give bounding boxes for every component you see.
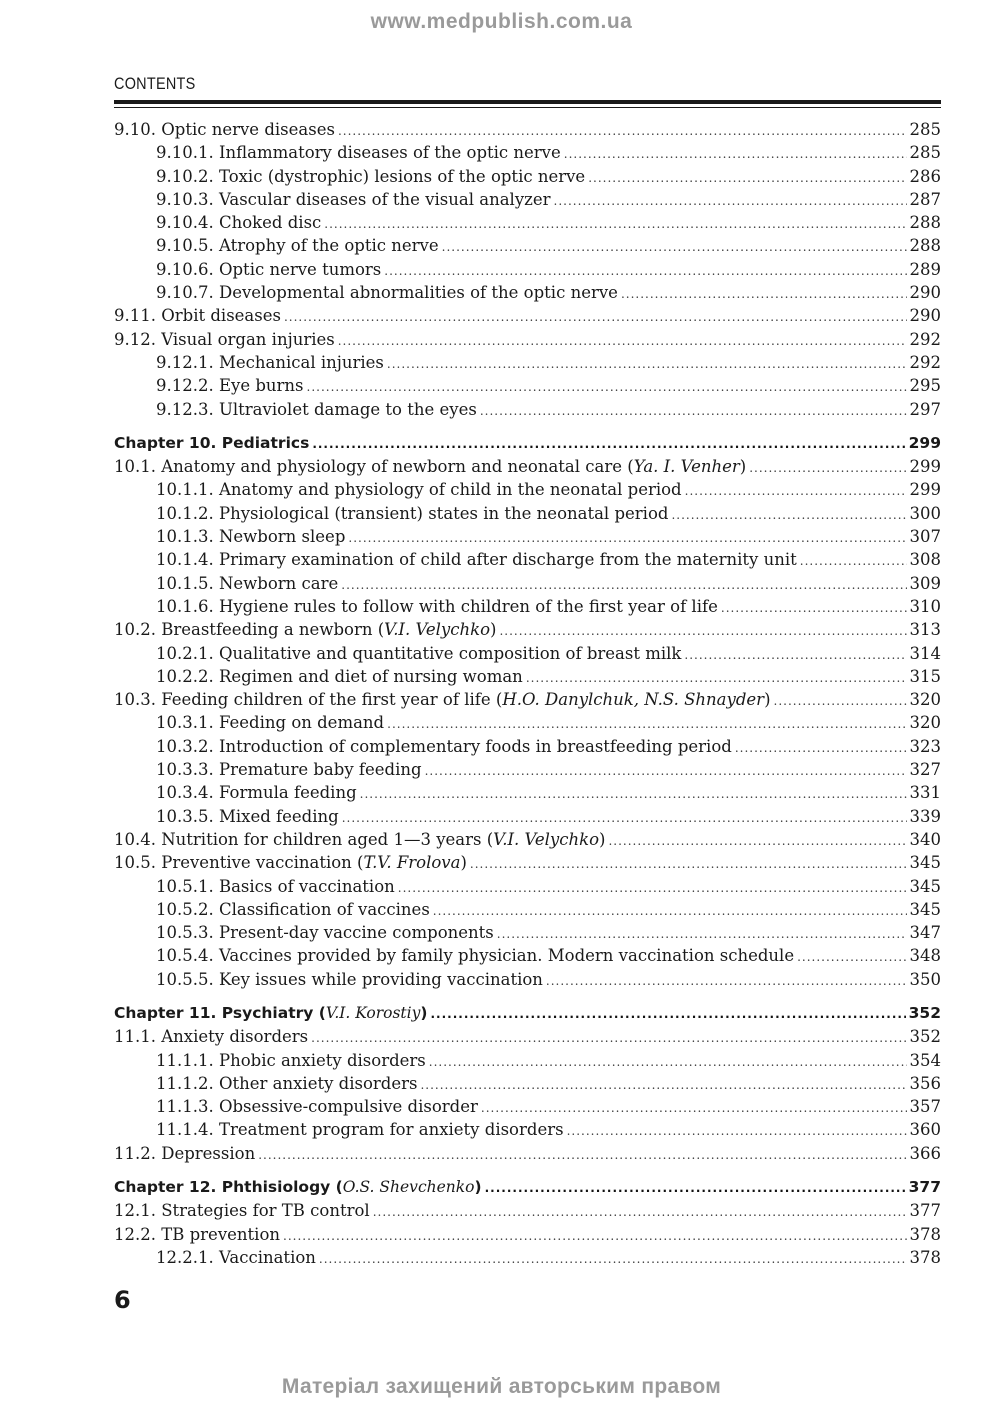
toc-page-number: 320 — [909, 713, 941, 733]
toc-entry-author: T.V. Frolova — [363, 853, 461, 873]
toc-entry-title — [156, 550, 797, 569]
toc-entry-title — [156, 1120, 564, 1139]
toc-entry — [114, 480, 941, 503]
toc-page-number: 377 — [909, 1201, 941, 1221]
toc-entry — [114, 1225, 941, 1248]
toc-chapter-entry — [114, 1004, 941, 1027]
toc-entry-text: 9.10.3. Vascular diseases of the visual analyzer — [156, 189, 551, 209]
toc-entry — [114, 713, 941, 736]
toc-entry — [114, 260, 941, 283]
toc-leader-dots — [284, 310, 907, 324]
toc-entry — [114, 644, 941, 667]
toc-entry-title — [114, 434, 309, 452]
toc-page-number: 295 — [909, 376, 941, 396]
toc-page-number: 348 — [909, 946, 941, 966]
toc-entry-text: 10.1.3. Newborn sleep — [156, 527, 346, 547]
toc-entry-text: 9.11. Orbit diseases — [114, 306, 281, 326]
toc-leader-dots — [360, 787, 907, 801]
toc-leader-dots — [319, 1252, 907, 1266]
toc-leader-dots — [684, 648, 906, 662]
toc-entry — [114, 597, 941, 620]
toc-entry-title — [156, 480, 682, 499]
toc-entry — [114, 1097, 941, 1120]
toc-entry — [114, 807, 941, 830]
toc-entry — [114, 457, 941, 480]
toc-page-number: 320 — [909, 690, 941, 710]
toc-entry-title — [156, 713, 384, 732]
toc-entry-title — [156, 597, 718, 616]
toc-entry-text: 10.5.4. Vaccines provided by family physician. Modern vaccination schedule — [156, 946, 795, 966]
toc-entry — [114, 1051, 941, 1074]
toc-page-number: 360 — [909, 1120, 941, 1140]
toc-entry — [114, 330, 941, 353]
toc-entry-title — [114, 1225, 280, 1244]
toc-entry-title — [156, 353, 384, 372]
toc-leader-dots — [774, 694, 907, 708]
toc-leader-dots — [384, 264, 906, 278]
toc-entry-text: 9.12.2. Eye burns — [156, 376, 304, 396]
toc-entry-text: 10.1.5. Newborn care — [156, 573, 339, 593]
toc-entry-title — [156, 190, 551, 209]
toc-entry-title — [156, 667, 523, 686]
toc-entry-title — [156, 946, 794, 965]
toc-entry — [114, 376, 941, 399]
header-rule-thin — [114, 107, 941, 108]
toc-entry — [114, 550, 941, 573]
toc-leader-dots — [387, 357, 907, 371]
toc-leader-dots — [685, 484, 907, 498]
toc-entry-title — [156, 143, 561, 162]
toc-entry-title: Chapter 12. Phthisiology (O.S. Shevchenko) — [114, 1178, 482, 1197]
toc-entry-text: 10.3.2. Introduction of complementary foods in breastfeeding period — [156, 736, 732, 756]
toc-page-number: 313 — [909, 620, 941, 640]
toc-entry — [114, 853, 941, 876]
toc-entry-title — [156, 760, 422, 779]
toc-entry-text: Chapter 12. Phthisiology — [114, 1178, 331, 1197]
toc-entry-title — [156, 236, 439, 255]
toc-leader-dots — [342, 811, 907, 825]
toc-page-number: 345 — [909, 876, 941, 896]
toc-entry — [114, 143, 941, 166]
table-of-contents — [114, 120, 941, 1271]
toc-entry-title — [156, 900, 430, 919]
toc-entry-text: 10.4. Nutrition for children aged 1—3 years — [114, 829, 482, 849]
toc-entry-title — [156, 504, 668, 523]
toc-page-number: 378 — [909, 1224, 941, 1244]
toc-page-number: 308 — [909, 550, 941, 570]
copyright-notice: Матеріал захищений авторським правом — [281, 1375, 722, 1398]
toc-leader-dots — [425, 764, 907, 778]
toc-leader-dots — [564, 147, 907, 161]
toc-entry-title — [156, 167, 585, 186]
toc-chapter-entry — [114, 1178, 941, 1201]
toc-entry-title — [156, 737, 732, 756]
toc-entry-text: 10.1.2. Physiological (transient) states in the neonatal period — [156, 503, 669, 523]
toc-entry-title: 10.4. Nutrition for children aged 1—3 years (V.I. Velychko) — [114, 829, 606, 849]
toc-entry-title — [156, 970, 543, 989]
toc-entry-text: 9.10.5. Atrophy of the optic nerve — [156, 236, 439, 256]
toc-page-number: 288 — [909, 236, 941, 256]
toc-leader-dots — [348, 531, 906, 545]
toc-entry-text: 10.2.1. Qualitative and quantitative composition of breast milk — [156, 643, 682, 663]
toc-entry — [114, 946, 941, 969]
toc-leader-dots — [429, 1055, 907, 1069]
toc-leader-dots — [554, 194, 907, 208]
toc-entry-text: Chapter 10. Pediatrics — [114, 433, 310, 452]
toc-entry-text: 11.1.3. Obsessive-compulsive disorder — [156, 1097, 478, 1117]
toc-entry-title: Chapter 11. Psychiatry (V.I. Korostiy) — [114, 1003, 428, 1022]
toc-entry-text: Chapter 11. Psychiatry — [114, 1003, 314, 1022]
toc-entry — [114, 306, 941, 329]
toc-leader-dots — [800, 554, 907, 568]
toc-page-number: 352 — [908, 1003, 941, 1022]
toc-entry — [114, 283, 941, 306]
toc-entry — [114, 236, 941, 259]
toc-leader-dots — [735, 741, 907, 755]
toc-page-number: 357 — [909, 1097, 941, 1117]
toc-entry-text: 10.1.6. Hygiene rules to follow with children of the first year of life — [156, 596, 718, 616]
toc-entry — [114, 213, 941, 236]
toc-leader-dots — [749, 461, 906, 475]
toc-page-number: 290 — [909, 283, 941, 303]
toc-leader-dots — [442, 240, 907, 254]
toc-entry-title — [156, 783, 357, 802]
toc-entry-title: 10.5. Preventive vaccination (T.V. Frolova) — [114, 853, 467, 873]
toc-page-number: 331 — [909, 783, 941, 803]
toc-entry-title — [114, 1144, 255, 1163]
toc-leader-dots — [721, 601, 907, 615]
toc-entry — [114, 783, 941, 806]
toc-page-number: 287 — [909, 189, 941, 209]
toc-entry-title: 10.2. Breastfeeding a newborn (V.I. Velychko) — [114, 620, 497, 640]
toc-entry-text: 9.10.6. Optic nerve tumors — [156, 259, 382, 279]
toc-leader-dots — [588, 171, 906, 185]
toc-chapter-entry — [114, 434, 941, 457]
toc-entry-title — [156, 400, 477, 419]
toc-page-number: 347 — [909, 923, 941, 943]
toc-entry-text: 10.3.3. Premature baby feeding — [156, 760, 422, 780]
toc-page-number: 309 — [909, 573, 941, 593]
toc-leader-dots — [499, 624, 906, 638]
toc-leader-dots — [398, 881, 907, 895]
toc-entry — [114, 1144, 941, 1167]
toc-entry-text: 10.5.1. Basics of vaccination — [156, 876, 395, 896]
toc-entry-text: 10.2. Breastfeeding a newborn — [114, 620, 373, 640]
toc-entry-title — [156, 1074, 417, 1093]
toc-entry-text: 9.10. Optic nerve diseases — [114, 120, 335, 139]
toc-page-number: 377 — [908, 1178, 941, 1197]
toc-leader-dots — [338, 334, 907, 348]
page-number: 6 — [114, 1286, 131, 1314]
toc-entry — [114, 120, 941, 143]
toc-entry — [114, 1248, 941, 1271]
toc-leader-dots — [338, 124, 907, 138]
toc-entry-title — [156, 283, 618, 302]
toc-page-number: 297 — [909, 399, 941, 419]
toc-leader-dots — [373, 1205, 907, 1219]
toc-entry — [114, 1074, 941, 1097]
toc-entry-text: 10.3. Feeding children of the first year of life — [114, 690, 491, 710]
toc-entry-text: 12.1. Strategies for TB control — [114, 1201, 370, 1221]
toc-leader-dots — [470, 857, 907, 871]
toc-page-number: 307 — [909, 527, 941, 547]
toc-page-number: 299 — [908, 433, 941, 452]
toc-entry-title — [114, 1027, 308, 1046]
toc-entry-text: 9.12. Visual organ injuries — [114, 329, 335, 349]
toc-entry-title — [156, 923, 494, 942]
toc-entry-title — [156, 644, 681, 663]
toc-entry-title — [114, 306, 281, 325]
toc-page-number: 299 — [909, 457, 941, 477]
toc-leader-dots — [283, 1229, 907, 1243]
toc-entry-text: 10.3.5. Mixed feeding — [156, 806, 339, 826]
toc-entry-author: H.O. Danylchuk, N.S. Shnayder — [502, 690, 765, 710]
toc-entry-text: 11.1.1. Phobic anxiety disorders — [156, 1050, 426, 1070]
toc-leader-dots — [312, 437, 905, 451]
toc-entry — [114, 690, 941, 713]
toc-entry — [114, 877, 941, 900]
toc-page-number: 354 — [909, 1050, 941, 1070]
toc-entry-title — [156, 807, 339, 826]
toc-leader-dots — [608, 834, 906, 848]
toc-entry — [114, 737, 941, 760]
toc-page-number: 345 — [909, 899, 941, 919]
toc-entry — [114, 190, 941, 213]
toc-leader-dots — [324, 217, 906, 231]
toc-entry — [114, 504, 941, 527]
toc-entry-text: 10.5.5. Key issues while providing vaccination — [156, 969, 543, 989]
toc-entry — [114, 574, 941, 597]
toc-entry-text: 10.2.2. Regimen and diet of nursing woman — [156, 666, 523, 686]
toc-entry-text: 11.2. Depression — [114, 1143, 256, 1163]
toc-leader-dots — [311, 1031, 906, 1045]
toc-page-number: 378 — [909, 1247, 941, 1267]
toc-page-number: 286 — [909, 166, 941, 186]
toc-page-number: 285 — [909, 143, 941, 163]
site-url: www.medpublish.com.ua — [370, 10, 633, 33]
toc-entry-author: V.I. Velychko — [384, 620, 491, 640]
toc-entry-text: 10.3.1. Feeding on demand — [156, 713, 385, 733]
toc-page-number: 314 — [909, 643, 941, 663]
toc-page-number: 292 — [909, 329, 941, 349]
toc-leader-dots — [567, 1124, 907, 1138]
toc-entry-text: 10.5.2. Classification of vaccines — [156, 899, 430, 919]
toc-entry-text: 9.10.2. Toxic (dystrophic) lesions of the optic nerve — [156, 166, 586, 186]
toc-page-number: 327 — [909, 760, 941, 780]
toc-entry-title — [114, 330, 335, 349]
toc-entry-author: O.S. Shevchenko — [342, 1178, 475, 1197]
toc-entry-title — [156, 574, 338, 593]
toc-entry — [114, 353, 941, 376]
toc-page-number: 300 — [909, 503, 941, 523]
toc-entry-text: 11.1.4. Treatment program for anxiety disorders — [156, 1120, 564, 1140]
toc-entry-text: 11.1.2. Other anxiety disorders — [156, 1073, 418, 1093]
toc-leader-dots — [341, 578, 906, 592]
toc-entry — [114, 970, 941, 993]
toc-leader-dots — [420, 1078, 906, 1092]
toc-entry — [114, 167, 941, 190]
toc-leader-dots — [258, 1148, 906, 1162]
toc-entry — [114, 830, 941, 853]
toc-entry-text: 10.1. Anatomy and physiology of newborn and neonatal care — [114, 457, 623, 477]
toc-page-number: 366 — [909, 1143, 941, 1163]
toc-entry-title — [114, 1201, 370, 1220]
toc-entry — [114, 400, 941, 423]
toc-entry — [114, 900, 941, 923]
toc-entry-text: 9.10.4. Choked disc — [156, 213, 322, 233]
toc-entry-title: 10.3. Feeding children of the first year of life (H.O. Danylchuk, N.S. Shnayder) — [114, 690, 771, 710]
toc-page-number: 289 — [909, 259, 941, 279]
toc-entry-text: 10.3.4. Formula feeding — [156, 783, 357, 803]
header-rule-thick — [114, 100, 941, 104]
toc-entry-text: 10.1.4. Primary examination of child after discharge from the maternity unit — [156, 550, 797, 570]
toc-entry-text: 10.5.3. Present-day vaccine components — [156, 923, 494, 943]
toc-entry-text: 9.10.7. Developmental abnormalities of the optic nerve — [156, 283, 618, 303]
toc-entry — [114, 667, 941, 690]
toc-leader-dots — [546, 974, 907, 988]
toc-page-number: 340 — [909, 829, 941, 849]
toc-leader-dots — [797, 950, 906, 964]
toc-page-number: 323 — [909, 736, 941, 756]
toc-leader-dots — [526, 671, 907, 685]
toc-entry-title — [156, 1248, 316, 1267]
toc-entry-text: 12.2.1. Vaccination — [156, 1247, 316, 1267]
toc-entry-author: V.I. Velychko — [493, 829, 600, 849]
toc-entry-author: Ya. I. Venher — [633, 457, 740, 477]
toc-entry-text: 12.2. TB prevention — [114, 1224, 280, 1244]
toc-leader-dots — [497, 927, 907, 941]
toc-page-number: 345 — [909, 853, 941, 873]
section-header: CONTENTS — [114, 74, 196, 93]
toc-page-number: 290 — [909, 306, 941, 326]
toc-page-number: 299 — [909, 480, 941, 500]
toc-page-number: 350 — [909, 969, 941, 989]
toc-page-number: 339 — [909, 806, 941, 826]
toc-entry-text: 9.10.1. Inflammatory diseases of the optic nerve — [156, 143, 561, 163]
toc-entry-title — [156, 260, 381, 279]
toc-entry — [114, 1201, 941, 1224]
toc-entry-title: 10.1. Anatomy and physiology of newborn and neonatal care (Ya. I. Venher) — [114, 457, 747, 477]
toc-entry-title — [114, 120, 335, 139]
toc-leader-dots — [387, 717, 906, 731]
toc-page-number: 310 — [909, 596, 941, 616]
toc-page-number: 352 — [909, 1027, 941, 1047]
toc-entry-title — [156, 376, 304, 395]
toc-entry-title — [156, 213, 321, 232]
toc-entry-title — [156, 527, 345, 546]
toc-entry-title — [156, 877, 395, 896]
toc-leader-dots — [430, 1007, 905, 1021]
toc-entry-text: 11.1. Anxiety disorders — [114, 1027, 309, 1047]
toc-entry-text: 10.1.1. Anatomy and physiology of child in the neonatal period — [156, 480, 682, 500]
toc-entry-title — [156, 1097, 478, 1116]
toc-page-number: 356 — [909, 1073, 941, 1093]
toc-entry — [114, 923, 941, 946]
toc-leader-dots — [671, 508, 906, 522]
toc-leader-dots — [621, 287, 907, 301]
toc-entry-text: 9.12.3. Ultraviolet damage to the eyes — [156, 399, 477, 419]
toc-page-number: 285 — [909, 120, 941, 139]
toc-leader-dots — [480, 404, 907, 418]
toc-leader-dots — [481, 1101, 907, 1115]
toc-entry-text: 10.5. Preventive vaccination — [114, 853, 352, 873]
toc-page-number: 292 — [909, 352, 941, 372]
toc-page-number: 288 — [909, 213, 941, 233]
toc-entry — [114, 1027, 941, 1050]
toc-leader-dots — [433, 904, 907, 918]
toc-leader-dots — [485, 1181, 906, 1195]
toc-entry-author: V.I. Korostiy — [325, 1003, 421, 1022]
toc-entry — [114, 760, 941, 783]
toc-entry — [114, 620, 941, 643]
toc-entry — [114, 527, 941, 550]
toc-entry-text: 9.12.1. Mechanical injuries — [156, 352, 384, 372]
toc-leader-dots — [307, 380, 907, 394]
toc-entry-title — [156, 1051, 426, 1070]
toc-page-number: 315 — [909, 666, 941, 686]
toc-entry — [114, 1120, 941, 1143]
